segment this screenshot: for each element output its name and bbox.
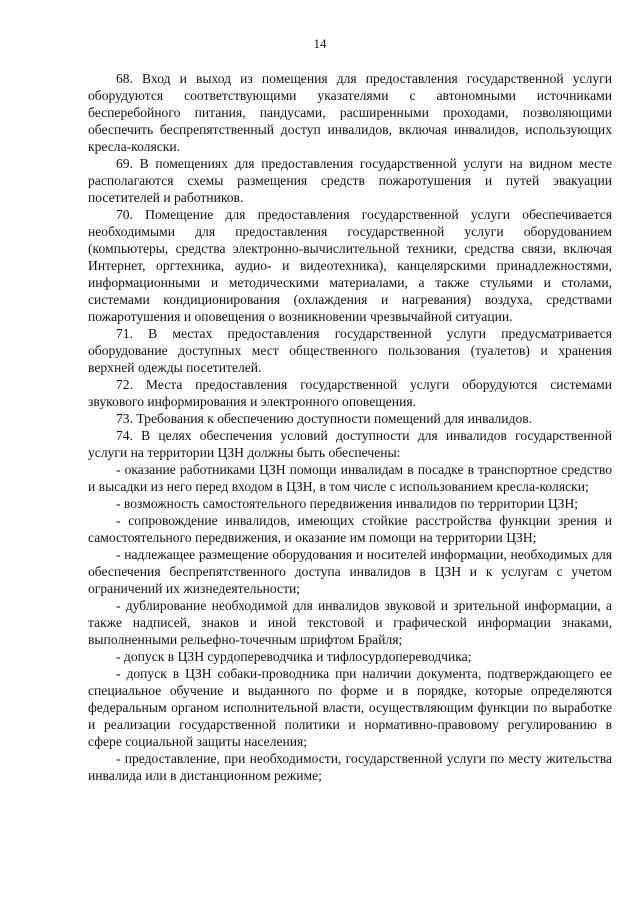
paragraph-69: 69. В помещениях для предоставления государственной услуги на видном месте располагаются схемы размещения средств пожаротушения и путей эвакуации посетителей и работников. [88, 156, 612, 205]
list-item-sign-interpreter: - допуск в ЦЗН сурдопереводчика и тифлосурдопереводчика; [116, 649, 472, 664]
list-item-assistance-boarding: - оказание работниками ЦЗН помощи инвалидам в посадке в транспортное средство и высадки из него перед входом в ЦЗН, в том числе с использованием кресла-коляски; [88, 462, 612, 494]
paragraph-73: 73. Требования к обеспечению доступности помещений для инвалидов. [116, 411, 533, 426]
paragraph-70: 70. Помещение для предоставления государственной услуги обеспечивается необходимыми для предоставления государственной услуги оборудованием (компьютеры, средства электронно-вычислительной техники, средства связи, включая Интернет, оргтехника, аудио- и видеотехника), канцелярскими принадлежностями, информационными и методическими материалами, а также стульями и столами, системами кондиционирования (охлаждения и нагревания) воздуха, средствами пожаротушения и оповещения о возникновении чрезвычайной ситуации. [88, 207, 612, 324]
list-item-equipment-placement: - надлежащее размещение оборудования и носителей информации, необходимых для обеспечения беспрепятственного доступа инвалидов в ЦЗН и к услугам с учетом ограничений их жизнедеятельности; [88, 547, 612, 596]
page-number: 14 [313, 36, 327, 51]
list-item-guide-dog: - допуск в ЦЗН собаки-проводника при наличии документа, подтверждающего ее специальное обучение и выданного по форме и в порядке, которые определяются федеральным органом исполнительной власти, осуществляющим функции по выработке и реализации государственной политики и нормативно-правовому регулированию в сфере социальной защиты населения; [88, 666, 612, 749]
paragraph-74: 74. В целях обеспечения условий доступности для инвалидов государственной услуги на территории ЦЗН должны быть обеспечены: [88, 428, 612, 460]
list-item-braille-duplication: - дублирование необходимой для инвалидов звуковой и зрительной информации, а также надписей, знаков и иной текстовой и графической информации знаками, выполненными рельефно-точечным шрифтом Брайля; [88, 598, 612, 647]
list-item-independent-movement: - возможность самостоятельного передвижения инвалидов по территории ЦЗН; [116, 496, 579, 511]
list-item-remote-service: - предоставление, при необходимости, государственной услуги по месту жительства инвалида или в дистанционном режиме; [88, 751, 612, 783]
paragraph-71: 71. В местах предоставления государственной услуги предусматривается оборудование доступных мест общественного пользования (туалетов) и хранения верхней одежды посетителей. [88, 326, 612, 375]
list-item-escort: - сопровождение инвалидов, имеющих стойкие расстройства функции зрения и самостоятельного передвижения, и оказание им помощи на территории ЦЗН; [88, 513, 612, 545]
paragraph-68: 68. Вход и выход из помещения для предоставления государственной услуги оборудуются соответствующими указателями с автономными источниками бесперебойного питания, пандусами, расширенными проходами, позволяющими обеспечить беспрепятственный доступ инвалидов, включая инвалидов, использующих кресла-коляски. [88, 71, 612, 154]
document-body [88, 70, 612, 784]
paragraph-72: 72. Места предоставления государственной услуги оборудуются системами звукового информирования и электронного оповещения. [88, 377, 612, 409]
